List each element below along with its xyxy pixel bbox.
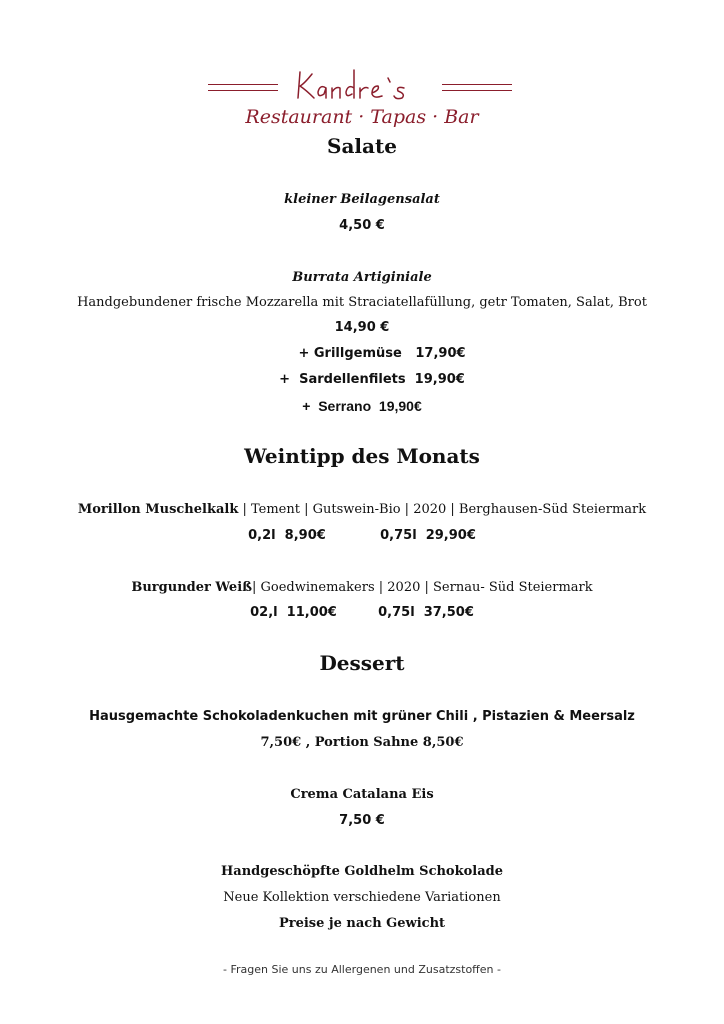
wine-1-name: Morillon Muschelkalk — [77, 502, 239, 517]
dessert-3-description: Neue Kollektion verschiedene Variationen — [223, 890, 501, 905]
dessert-2-price: 7,50 € — [339, 813, 385, 828]
logo-tagline: Restaurant · Tapas · Bar — [245, 106, 479, 128]
dessert-1-name: Hausgemachte Schokoladenkuchen mit grüner Chili , Pistazien & Meersalz — [89, 709, 635, 724]
salad-2-description: Handgebundener frische Mozzarella mit Straciatellafüllung, getr Tomaten, Salat, Brot — [77, 295, 647, 310]
logo-rule-left-top — [208, 84, 278, 85]
wine-1-line — [0, 502, 724, 517]
wine-2-name: Burgunder Weiß — [131, 580, 253, 595]
wine-2-price-large: 0,75l 37,50€ — [378, 605, 474, 620]
wine-2-line — [0, 580, 724, 595]
section-heading-dessert: Dessert — [319, 651, 405, 675]
salad-1-name: kleiner Beilagensalat — [284, 192, 440, 207]
salad-2-name: Burrata Artiginiale — [292, 270, 432, 285]
allergen-note: - Fragen Sie uns zu Allergenen und Zusatzstoffen - — [223, 963, 501, 976]
logo-script-wordmark — [292, 66, 434, 106]
salad-2-price: 14,90 € — [334, 320, 390, 335]
salad-2-extra-3: + Serrano 19,90€ — [302, 398, 422, 414]
dessert-3-name: Handgeschöpfte Goldhelm Schokolade — [220, 864, 504, 879]
wine-1-details: | Tement | Gutswein-Bio | 2020 | Berghausen-Süd Steiermark — [238, 502, 647, 517]
salad-2-extra-2: + Sardellenfilets 19,90€ — [279, 372, 465, 387]
wine-1-price-small: 0,2l 8,90€ — [248, 528, 326, 543]
wine-1-prices — [0, 528, 724, 543]
dessert-3-price: Preise je nach Gewicht — [278, 916, 446, 931]
logo-rule-right-top — [442, 84, 512, 85]
dessert-1-price: 7,50€ , Portion Sahne 8,50€ — [260, 735, 464, 750]
wine-2-prices — [0, 605, 724, 620]
dessert-2-name: Crema Catalana Eis — [290, 787, 434, 802]
wine-2-details: | Goedwinemakers | 2020 | Sernau- Süd Steiermark — [252, 580, 593, 595]
section-heading-weintipp: Weintipp des Monats — [244, 444, 480, 468]
wine-1-price-large: 0,75l 29,90€ — [380, 528, 476, 543]
salad-1-price: 4,50 € — [339, 218, 385, 233]
salad-2-extra-1: + Grillgemüse 17,90€ — [298, 346, 466, 361]
wine-2-price-small: 02,l 11,00€ — [250, 605, 337, 620]
logo-rule-right-bottom — [442, 90, 512, 91]
section-heading-salate: Salate — [327, 134, 397, 158]
logo-rule-left-bottom — [208, 90, 278, 91]
